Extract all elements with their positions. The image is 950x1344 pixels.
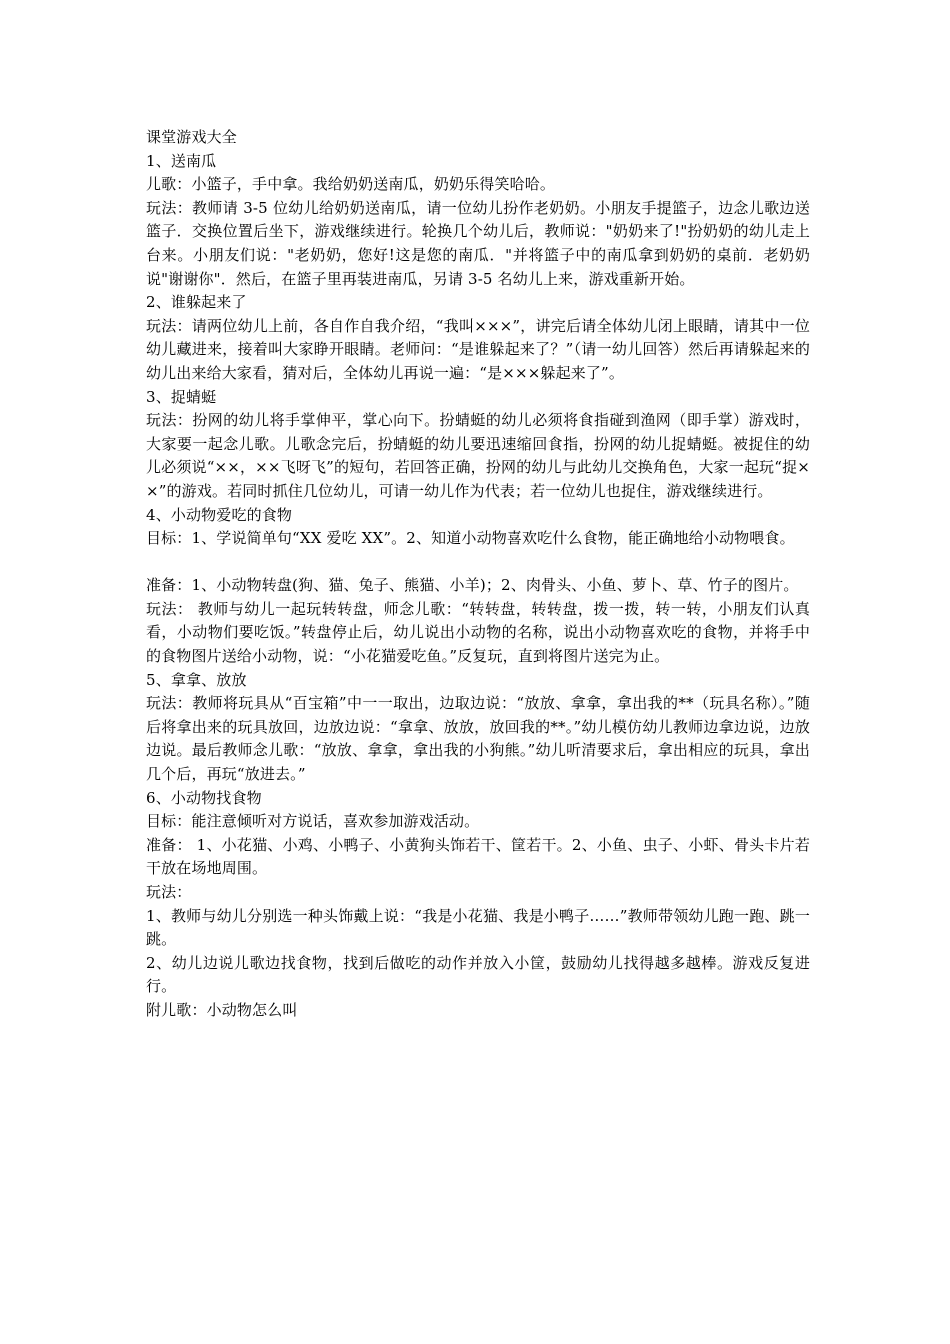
paragraph-goal: 目标：能注意倾听对方说话，喜欢参加游戏活动。: [146, 812, 480, 831]
paragraph-game-method: 玩法：教师请 3-5 位幼儿给奶奶送南瓜，请一位幼儿扮作老奶奶。小朋友手提篮子，边念儿歌边送篮子．交换位置后坐下，游戏继续进行。轮换几个幼儿后，教师说："奶奶来了!"扮奶奶的幼儿走上台来。小朋友们说："老奶奶，您好!这是您的南瓜．"并将篮子中的南瓜拿到奶奶的桌前．老奶奶说"谢谢你"．然后，在篮子里再装进南瓜，另请 3-5 名幼儿上来，游戏重新开始。: [146, 198, 810, 288]
paragraph-step-2: 2、幼儿边说儿歌边找食物，找到后做吃的动作并放入小筐，鼓励幼儿找得越多越棒。游戏反复进行。: [146, 953, 810, 996]
section-heading-4: 4、小动物爱吃的食物: [146, 505, 293, 524]
paragraph-preparation: 准备： 1、小花猫、小鸡、小鸭子、小黄狗头饰若干、筐若干。2、小鱼、虫子、小虾、骨头卡片若干放在场地周围。: [146, 835, 810, 878]
document-body: [146, 126, 810, 1023]
paragraph-game-method-label: 玩法：: [146, 883, 192, 901]
paragraph-game-method: 玩法：教师将玩具从“百宝箱”中一一取出，边取边说：“放放、拿拿，拿出我的**（玩具名称）。”随后将拿出来的玩具放回，边放边说：“拿拿、放放，放回我的**。”幼儿模仿幼儿教师边拿边说，边放边说。最后教师念儿歌：“放放、拿拿，拿出我的小狗熊。”幼儿听清要求后，拿出相应的玩具，拿出几个后，再玩“放进去。”: [146, 694, 810, 784]
paragraph-game-method: 玩法：请两位幼儿上前，各自作自我介绍，“我叫×××”，讲完后请全体幼儿闭上眼睛，请其中一位幼儿藏进来，接着叫大家睁开眼睛。老师问：“是谁躲起来了？”（请一幼儿回答）然后再请躲起来的幼儿出来给大家看，猜对后，全体幼儿再说一遍：“是×××躲起来了”。: [146, 316, 810, 382]
document-title: 课堂游戏大全: [146, 128, 237, 146]
paragraph-appendix-rhyme: 附儿歌：小动物怎么叫: [146, 1000, 298, 1019]
paragraph-preparation: 准备：1、小动物转盘(狗、猫、兔子、熊猫、小羊)；2、肉骨头、小鱼、萝卜、草、竹子的图片。: [146, 576, 799, 595]
paragraph-nursery-rhyme: 儿歌：小篮子，手中拿。我给奶奶送南瓜，奶奶乐得笑哈哈。: [146, 175, 556, 194]
section-heading-1: 1、送南瓜: [146, 151, 217, 170]
section-heading-2: 2、谁躲起来了: [146, 293, 247, 312]
paragraph-game-method: 玩法：扮网的幼儿将手掌伸平，掌心向下。扮蜻蜓的幼儿必须将食指碰到渔网（即手掌）游戏时，大家要一起念儿歌。儿歌念完后，扮蜻蜓的幼儿要迅速缩回食指，扮网的幼儿捉蜻蜓。被捉住的幼儿必须说“××，××飞呀飞”的短句，若回答正确，扮网的幼儿与此幼儿交换角色，大家一起玩“捉××”的游戏。若同时抓住几位幼儿，可请一幼儿作为代表；若一位幼儿也捉住，游戏继续进行。: [146, 411, 810, 500]
section-heading-6: 6、小动物找食物: [146, 788, 262, 807]
paragraph-game-method: 玩法： 教师与幼儿一起玩转转盘，师念儿歌：“转转盘，转转盘，拨一拨，转一转，小朋友们认真看，小动物们要吃饭。”转盘停止后，幼儿说出小动物的名称，说出小动物喜欢吃的食物，并将手中的食物图片送给小动物，说：“小花猫爱吃鱼。”反复玩，直到将图片送完为止。: [146, 599, 810, 666]
section-heading-5: 5、拿拿、放放: [146, 670, 247, 689]
paragraph-goal: 目标：1、学说简单句“XX 爱吃 XX”。2、知道小动物喜欢吃什么食物，能正确地给小动物喂食。: [146, 529, 795, 548]
blank-line: [146, 551, 810, 575]
paragraph-step-1: 1、教师与幼儿分别选一种头饰戴上说：“我是小花猫、我是小鸭子……”教师带领幼儿跑一跑、跳一跳。: [146, 906, 810, 949]
section-heading-3: 3、捉蜻蜓: [146, 387, 217, 406]
